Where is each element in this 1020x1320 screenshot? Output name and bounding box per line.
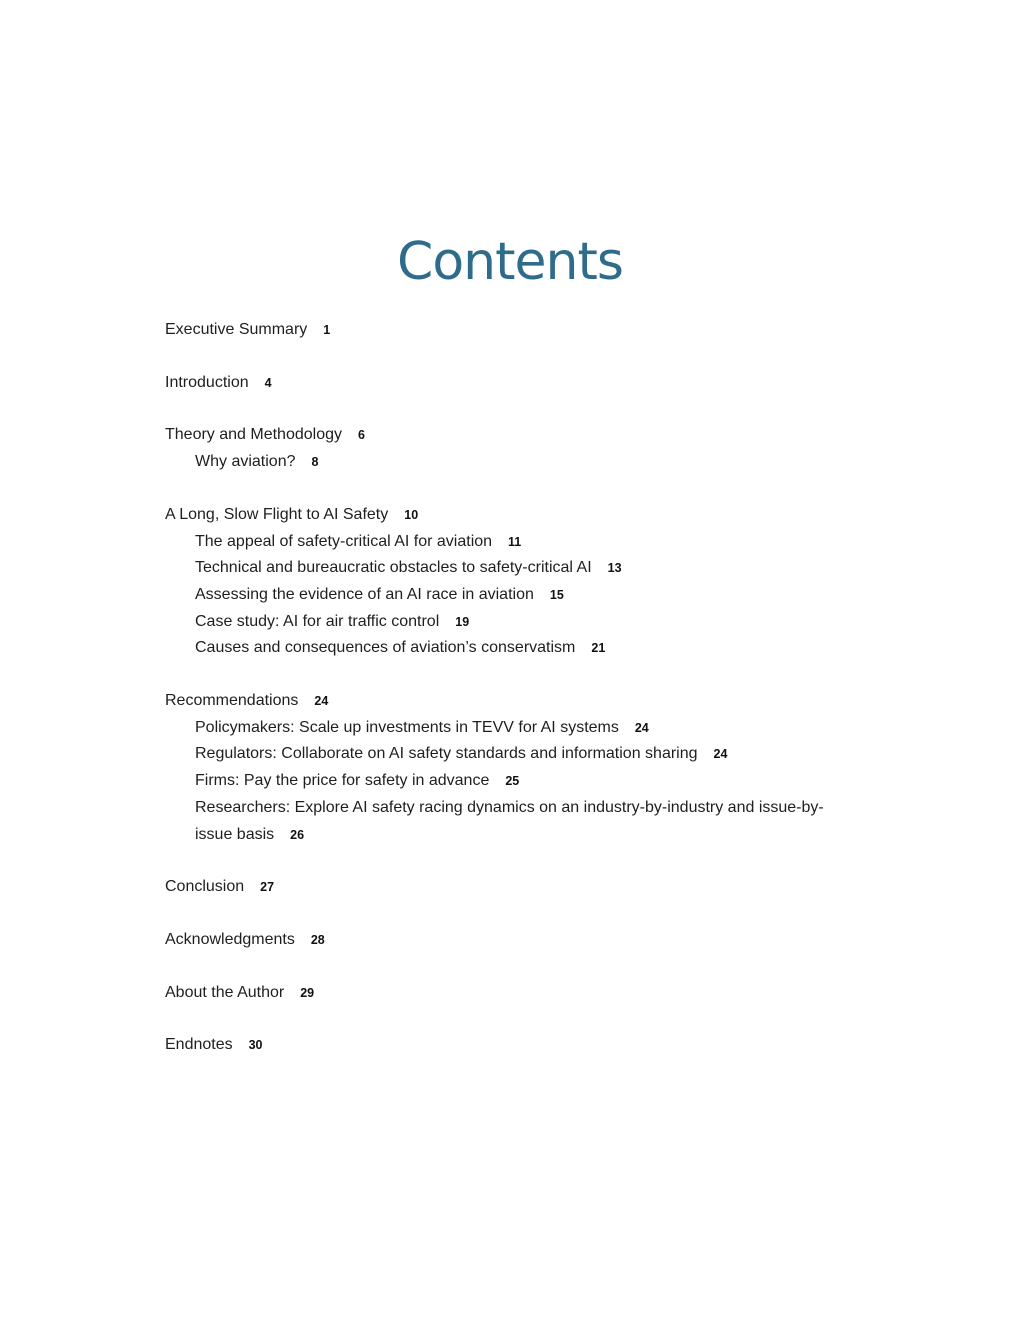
toc-page-number: 28 (310, 932, 325, 947)
toc-subentry-firms[interactable] (165, 768, 845, 795)
toc-entry-label: Firms: Pay the price for safety in advance (195, 772, 490, 790)
toc-subentry-obstacles[interactable] (165, 555, 845, 582)
toc-entry-label: Causes and consequences of aviation’s conservatism (195, 639, 576, 657)
toc-entry-endnotes[interactable] (165, 1032, 845, 1059)
toc-entry-label: About the Author (165, 983, 285, 1001)
toc-section (165, 502, 845, 662)
toc-subentry-causes[interactable] (165, 635, 845, 662)
toc-subentry-regulators[interactable] (165, 741, 845, 768)
toc-page-number: 27 (260, 880, 275, 895)
toc-entry-label: Assessing the evidence of an AI race in aviation (195, 585, 534, 603)
toc-subentry-policymakers[interactable] (165, 715, 845, 742)
toc-page-number: 24 (634, 720, 649, 735)
toc-section (165, 688, 845, 848)
toc-section (165, 927, 845, 954)
toc-page-number: 1 (323, 323, 331, 337)
toc-entry-conclusion[interactable] (165, 874, 845, 901)
toc-page-number: 13 (607, 561, 622, 576)
toc-entry-label: Executive Summary (165, 321, 308, 338)
toc-page-number: 30 (248, 1038, 263, 1053)
toc-subentry-researchers[interactable] (165, 795, 835, 848)
toc-page-number: 26 (290, 827, 305, 842)
toc-section (165, 980, 845, 1007)
toc-entry-label: Acknowledgments (165, 930, 295, 948)
page-title: Contents (397, 232, 623, 292)
toc-entry-label: Policymakers: Scale up investments in TEVV for AI systems (195, 718, 619, 736)
toc-entry-long-slow-flight[interactable] (165, 502, 845, 529)
toc-subentry-evidence[interactable] (165, 582, 845, 609)
toc-page-number: 10 (404, 507, 419, 522)
toc-page-number: 6 (358, 428, 365, 443)
toc-section (165, 317, 845, 344)
toc-section (165, 370, 845, 397)
toc-page-number: 15 (549, 587, 564, 602)
toc-entry-theory-and-methodology[interactable] (165, 422, 845, 449)
toc-subentry-why-aviation[interactable] (165, 449, 845, 476)
toc-entry-label: Introduction (165, 373, 249, 391)
toc-page-number: 19 (455, 614, 470, 629)
toc-entry-label: Regulators: Collaborate on AI safety standards and information sharing (195, 745, 698, 763)
toc-entry-label: Why aviation? (195, 453, 296, 471)
toc-page-number: 11 (508, 534, 522, 549)
toc-entry-about-the-author[interactable] (165, 980, 845, 1007)
table-of-contents (165, 317, 845, 1085)
toc-entry-label: Technical and bureaucratic obstacles to safety-critical AI (195, 559, 592, 577)
toc-entry-label: Recommendations (165, 692, 299, 710)
toc-page-number: 8 (311, 455, 319, 470)
toc-entry-label: Theory and Methodology (165, 426, 342, 444)
toc-entry-executive-summary[interactable] (165, 317, 845, 344)
toc-entry-introduction[interactable] (165, 370, 845, 397)
toc-entry-label: Endnotes (165, 1036, 233, 1054)
toc-page-number: 21 (591, 641, 606, 656)
toc-entry-label: Researchers: Explore AI safety racing dynamics on an industry-by-industry and issue-by-issue basis (195, 798, 824, 843)
toc-page-number: 24 (314, 694, 329, 709)
toc-page-number: 25 (505, 774, 520, 789)
toc-entry-label: A Long, Slow Flight to AI Safety (165, 505, 389, 523)
toc-entry-acknowledgments[interactable] (165, 927, 845, 954)
toc-entry-label: Case study: AI for air traffic control (195, 612, 440, 630)
toc-section (165, 422, 845, 475)
toc-entry-label: Conclusion (165, 878, 245, 896)
toc-page-number: 24 (713, 747, 728, 762)
toc-entry-label: The appeal of safety-critical AI for aviation (195, 532, 493, 550)
toc-section (165, 874, 845, 901)
toc-entry-recommendations[interactable] (165, 688, 845, 715)
toc-page-number: 4 (264, 375, 272, 390)
toc-page-number: 29 (300, 985, 315, 1000)
toc-section (165, 1032, 845, 1059)
toc-subentry-case-study[interactable] (165, 609, 845, 636)
toc-subentry-appeal[interactable] (165, 529, 845, 556)
